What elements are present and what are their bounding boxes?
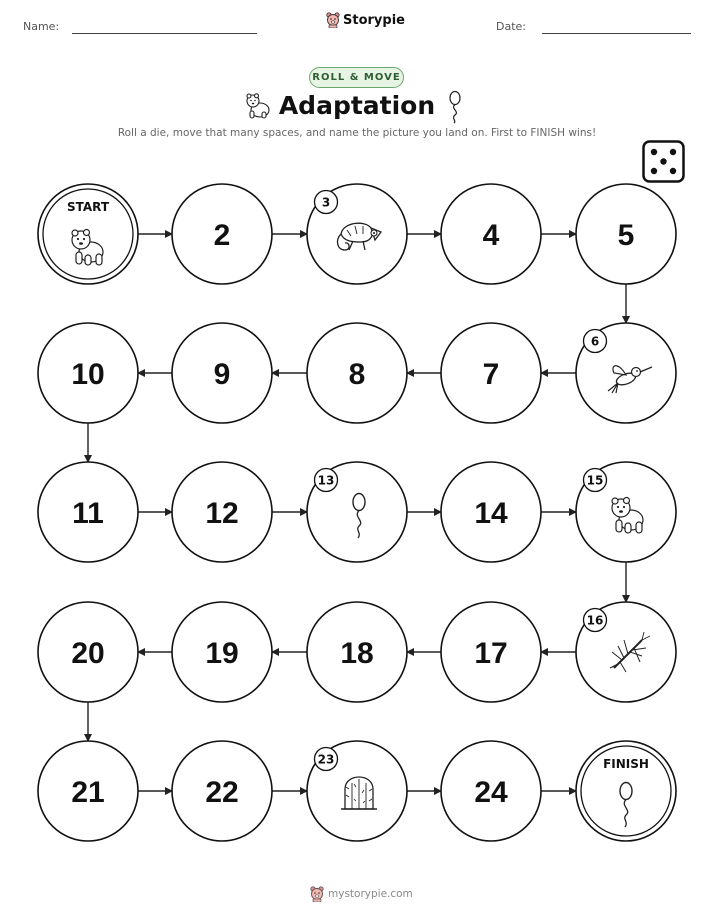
space-number: 12 <box>205 497 239 530</box>
space-number: 9 <box>213 358 231 391</box>
space-number: 8 <box>348 358 366 391</box>
board-space[interactable] <box>307 184 407 284</box>
board-spaces <box>38 184 676 841</box>
instructions: Roll a die, move that many spaces, and name the picture you land on. First to FINISH wins! <box>117 127 597 139</box>
board-space[interactable] <box>307 741 407 841</box>
space-number-badge: 15 <box>586 473 604 488</box>
board-space[interactable] <box>307 602 407 702</box>
board-space[interactable] <box>576 602 676 702</box>
board-space[interactable] <box>307 462 407 562</box>
board-space[interactable] <box>441 184 541 284</box>
board-space[interactable] <box>441 323 541 423</box>
board-space[interactable] <box>172 602 272 702</box>
space-number-badge: 13 <box>317 473 335 488</box>
space-number: 17 <box>474 637 508 670</box>
board-space[interactable] <box>172 323 272 423</box>
space-number: 7 <box>482 358 500 391</box>
board-space[interactable] <box>576 184 676 284</box>
space-number: 19 <box>205 637 239 670</box>
space-number: 18 <box>340 637 374 670</box>
page-title: Adaptation <box>278 91 436 120</box>
space-label: START <box>66 200 110 214</box>
bear-mascot-icon <box>310 886 324 902</box>
board-space[interactable] <box>307 323 407 423</box>
roll-and-move-badge: ROLL & MOVE <box>309 67 404 88</box>
space-number: 14 <box>474 497 508 530</box>
space-number: 4 <box>482 219 500 252</box>
board-space[interactable] <box>172 741 272 841</box>
board-space[interactable] <box>38 323 138 423</box>
board-space[interactable] <box>576 323 676 423</box>
space-number-badge: 6 <box>590 334 600 349</box>
name-label: Name: <box>23 20 60 33</box>
footer-site: mystorypie.com <box>328 888 413 900</box>
board-space[interactable] <box>441 741 541 841</box>
board-space[interactable] <box>172 184 272 284</box>
space-number-badge: 3 <box>321 195 331 210</box>
date-label: Date: <box>496 20 526 33</box>
board-space[interactable] <box>38 462 138 562</box>
start-space[interactable] <box>38 184 138 284</box>
space-label: FINISH <box>603 757 649 771</box>
board-space[interactable] <box>172 462 272 562</box>
space-number-badge: 16 <box>586 613 604 628</box>
board-space[interactable] <box>441 462 541 562</box>
space-number: 11 <box>72 497 104 530</box>
space-number: 21 <box>71 776 105 809</box>
board-space[interactable] <box>38 602 138 702</box>
brand-name: Storypie <box>343 12 405 28</box>
space-number-badge: 23 <box>317 752 335 767</box>
space-number: 22 <box>205 776 239 809</box>
space-number: 24 <box>474 776 508 809</box>
board-space[interactable] <box>576 462 676 562</box>
space-number: 10 <box>71 358 105 391</box>
space-number: 20 <box>71 637 105 670</box>
finish-space[interactable] <box>576 741 676 841</box>
board-space[interactable] <box>441 602 541 702</box>
space-number: 2 <box>213 219 231 252</box>
space-number: 5 <box>617 219 635 252</box>
footer <box>310 886 413 902</box>
board-space[interactable] <box>38 741 138 841</box>
